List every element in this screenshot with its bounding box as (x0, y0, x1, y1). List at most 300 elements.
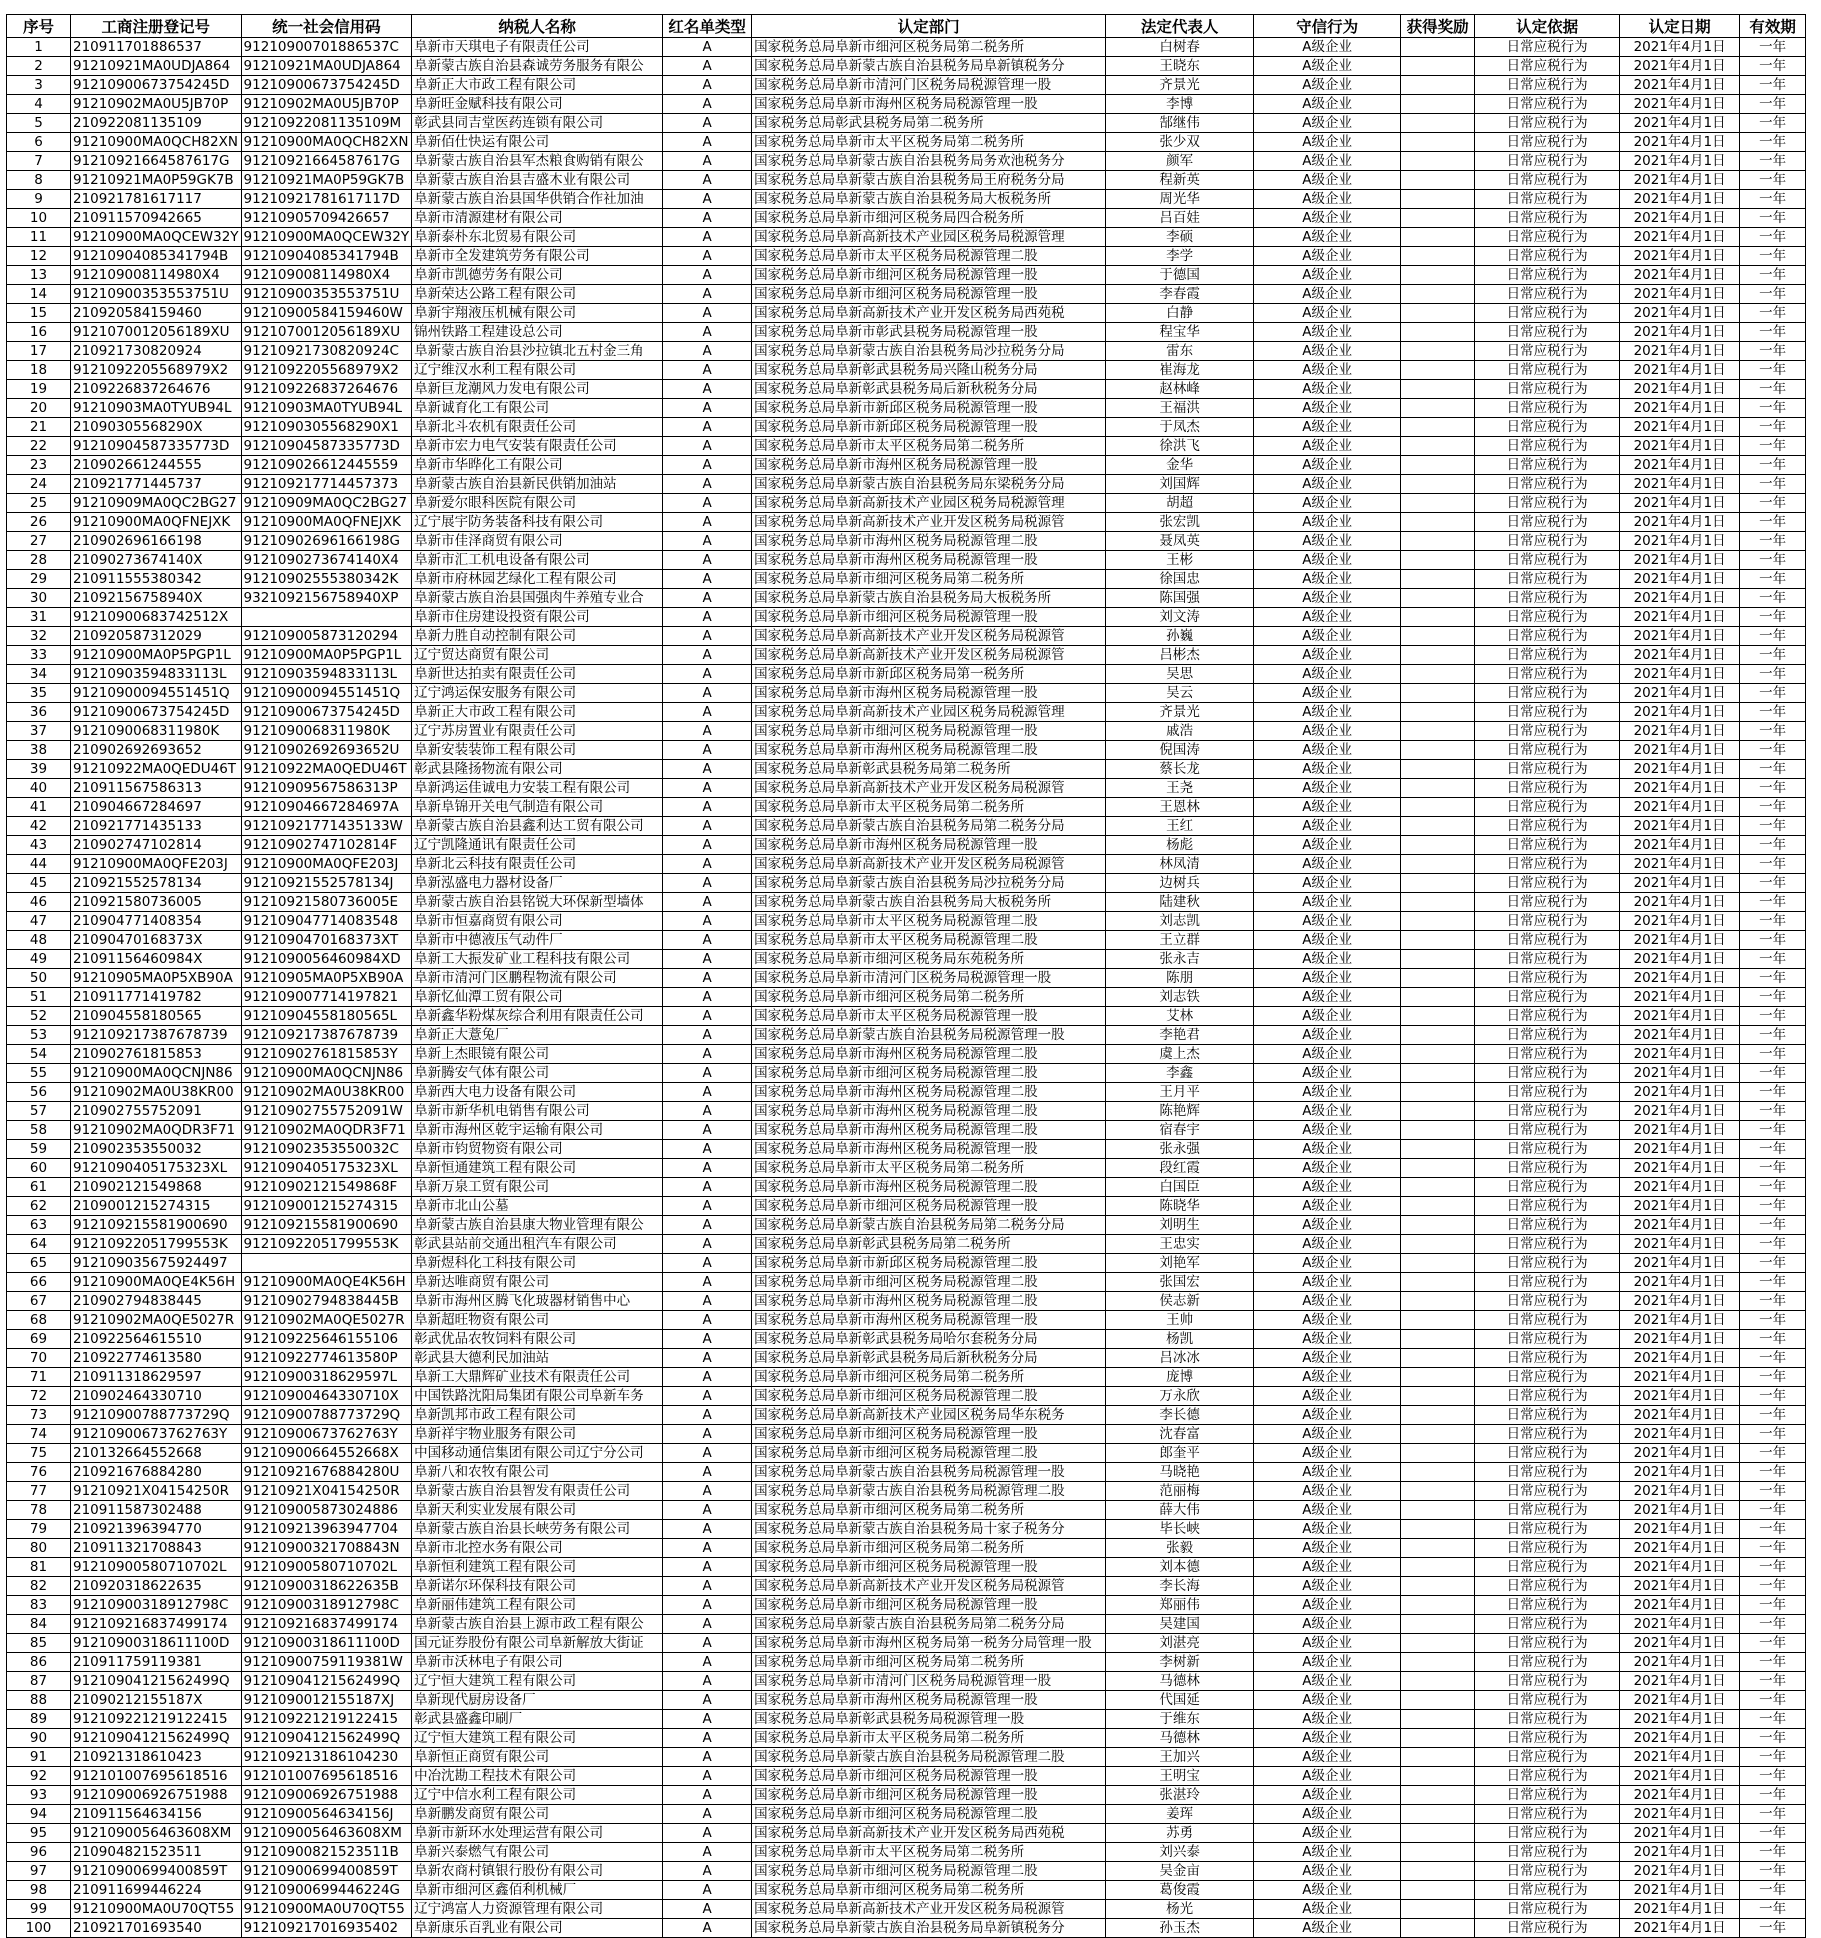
cell-credit-code[interactable]: 91210100769561851​6 (241, 1767, 412, 1786)
cell-seq[interactable]: 36 (7, 703, 71, 722)
cell-credit-code[interactable]: 91210904667284697A (241, 798, 412, 817)
cell-redlist-type[interactable]: A (663, 190, 752, 209)
cell-basis[interactable]: 日常应税行为 (1475, 266, 1620, 285)
cell-credit-behavior[interactable]: A级企业 (1254, 1178, 1401, 1197)
cell-credit-behavior[interactable]: A级企业 (1254, 342, 1401, 361)
cell-date[interactable]: 2021年4月1日 (1620, 1330, 1740, 1349)
cell-business-reg-no[interactable]: 210911564609​84X (71, 950, 242, 969)
cell-validity[interactable]: 一年 (1740, 1254, 1806, 1273)
cell-business-reg-no[interactable]: 91210921MA0UDJA864 (71, 57, 242, 76)
cell-redlist-type[interactable]: A (663, 570, 752, 589)
cell-awards[interactable] (1401, 1577, 1475, 1596)
cell-seq[interactable]: 39 (7, 760, 71, 779)
cell-business-reg-no[interactable]: 91210902MA0U38KR00 (71, 1083, 242, 1102)
cell-business-reg-no[interactable]: 91210903594833113L (71, 665, 242, 684)
header-credit-behavior[interactable]: 守信行为 (1254, 15, 1401, 38)
cell-basis[interactable]: 日常应税行为 (1475, 1900, 1620, 1919)
cell-basis[interactable]: 日常应税行为 (1475, 209, 1620, 228)
cell-basis[interactable]: 日常应税行为 (1475, 741, 1620, 760)
cell-basis[interactable]: 日常应税行为 (1475, 1311, 1620, 1330)
cell-business-reg-no[interactable]: 210902692693652 (71, 741, 242, 760)
cell-redlist-type[interactable]: A (663, 209, 752, 228)
cell-basis[interactable]: 日常应税行为 (1475, 1729, 1620, 1748)
cell-legal-rep[interactable]: 赵林峰 (1106, 380, 1254, 399)
cell-legal-rep[interactable]: 王彬 (1106, 551, 1254, 570)
cell-legal-rep[interactable]: 薛大伟 (1106, 1501, 1254, 1520)
cell-business-reg-no[interactable]: 91210100769561851​6 (71, 1767, 242, 1786)
cell-basis[interactable]: 日常应税行为 (1475, 1102, 1620, 1121)
cell-seq[interactable]: 15 (7, 304, 71, 323)
cell-legal-rep[interactable]: 于维东 (1106, 1710, 1254, 1729)
cell-basis[interactable]: 日常应税行为 (1475, 1292, 1620, 1311)
cell-date[interactable]: 2021年4月1日 (1620, 171, 1740, 190)
cell-business-reg-no[interactable]: 210132664552668 (71, 1444, 242, 1463)
cell-basis[interactable]: 日常应税行为 (1475, 1653, 1620, 1672)
cell-business-reg-no[interactable]: 210922774613580 (71, 1349, 242, 1368)
cell-business-reg-no[interactable]: 91210700120561​89XU (71, 323, 242, 342)
cell-department[interactable]: 国家税务总局阜新市细河区税务局税源管理一股 (752, 722, 1106, 741)
cell-taxpayer-name[interactable]: 阜新西大电力设备有限公司 (412, 1083, 663, 1102)
cell-credit-code[interactable]: 91210900318912798C (241, 1596, 412, 1615)
cell-basis[interactable]: 日常应税行为 (1475, 494, 1620, 513)
cell-basis[interactable]: 日常应税行为 (1475, 627, 1620, 646)
cell-taxpayer-name[interactable]: 阜新正大市政工程有限公司 (412, 703, 663, 722)
cell-redlist-type[interactable]: A (663, 418, 752, 437)
cell-legal-rep[interactable]: 王月平 (1106, 1083, 1254, 1102)
cell-legal-rep[interactable]: 白静 (1106, 304, 1254, 323)
cell-validity[interactable]: 一年 (1740, 1311, 1806, 1330)
cell-awards[interactable] (1401, 589, 1475, 608)
cell-seq[interactable]: 21 (7, 418, 71, 437)
cell-validity[interactable]: 一年 (1740, 874, 1806, 893)
cell-legal-rep[interactable]: 刘志铁 (1106, 988, 1254, 1007)
cell-awards[interactable] (1401, 1786, 1475, 1805)
cell-legal-rep[interactable]: 吴云 (1106, 684, 1254, 703)
cell-department[interactable]: 国家税务总局阜新高新技术产业开发区税务局税源管 (752, 646, 1106, 665)
cell-seq[interactable]: 62 (7, 1197, 71, 1216)
cell-basis[interactable]: 日常应税行为 (1475, 380, 1620, 399)
cell-business-reg-no[interactable]: 210921781617117 (71, 190, 242, 209)
cell-business-reg-no[interactable]: 91210900MA0P5PGP1L (71, 646, 242, 665)
cell-business-reg-no[interactable]: 210911567586313 (71, 779, 242, 798)
header-legal-rep[interactable]: 法定代表人 (1106, 15, 1254, 38)
cell-legal-rep[interactable]: 刘湛亮 (1106, 1634, 1254, 1653)
cell-credit-behavior[interactable]: A级企业 (1254, 1311, 1401, 1330)
cell-department[interactable]: 国家税务总局阜新市细河区税务局税源管理一股 (752, 1767, 1106, 1786)
cell-awards[interactable] (1401, 1558, 1475, 1577)
cell-seq[interactable]: 3 (7, 76, 71, 95)
cell-seq[interactable]: 27 (7, 532, 71, 551)
cell-awards[interactable] (1401, 361, 1475, 380)
cell-date[interactable]: 2021年4月1日 (1620, 76, 1740, 95)
cell-seq[interactable]: 25 (7, 494, 71, 513)
cell-date[interactable]: 2021年4月1日 (1620, 893, 1740, 912)
cell-awards[interactable] (1401, 1178, 1475, 1197)
cell-validity[interactable]: 一年 (1740, 1444, 1806, 1463)
cell-department[interactable]: 国家税务总局阜新市海州区税务局税源管理一股 (752, 456, 1106, 475)
cell-basis[interactable]: 日常应税行为 (1475, 1216, 1620, 1235)
cell-seq[interactable]: 48 (7, 931, 71, 950)
cell-date[interactable]: 2021年4月1日 (1620, 798, 1740, 817)
cell-awards[interactable] (1401, 1387, 1475, 1406)
cell-department[interactable]: 国家税务总局阜新蒙古族自治县税务局大板税务所 (752, 589, 1106, 608)
cell-credit-behavior[interactable]: A级企业 (1254, 57, 1401, 76)
cell-date[interactable]: 2021年4月1日 (1620, 627, 1740, 646)
cell-business-reg-no[interactable]: 210902121549868 (71, 1178, 242, 1197)
cell-business-reg-no[interactable]: 210921552578134 (71, 874, 242, 893)
cell-legal-rep[interactable]: 马德林 (1106, 1729, 1254, 1748)
cell-business-reg-no[interactable]: 210900121527431​5 (71, 1197, 242, 1216)
cell-seq[interactable]: 45 (7, 874, 71, 893)
cell-redlist-type[interactable]: A (663, 1178, 752, 1197)
cell-credit-code[interactable]: 91210900564634156J (241, 1805, 412, 1824)
cell-credit-code[interactable]: 91210900699446224G (241, 1881, 412, 1900)
cell-awards[interactable] (1401, 1064, 1475, 1083)
cell-credit-behavior[interactable]: A级企业 (1254, 494, 1401, 513)
cell-department[interactable]: 国家税务总局阜新市新邱区税务局税源管理二股 (752, 1254, 1106, 1273)
cell-credit-code[interactable]: 91210900564609​84XD (241, 950, 412, 969)
cell-credit-behavior[interactable]: A级企业 (1254, 1349, 1401, 1368)
cell-credit-code[interactable]: 91210902MA0U38KR00 (241, 1083, 412, 1102)
cell-legal-rep[interactable]: 李春霞 (1106, 285, 1254, 304)
cell-date[interactable]: 2021年4月1日 (1620, 209, 1740, 228)
cell-credit-behavior[interactable]: A级企业 (1254, 1064, 1401, 1083)
cell-redlist-type[interactable]: A (663, 1197, 752, 1216)
cell-redlist-type[interactable]: A (663, 1843, 752, 1862)
cell-department[interactable]: 国家税务总局阜新蒙古族自治县税务局第二税务分局 (752, 1216, 1106, 1235)
cell-date[interactable]: 2021年4月1日 (1620, 1045, 1740, 1064)
cell-legal-rep[interactable]: 毕长峡 (1106, 1520, 1254, 1539)
cell-legal-rep[interactable]: 孙玉杰 (1106, 1919, 1254, 1938)
cell-taxpayer-name[interactable]: 阜新鑫华粉煤灰综合利用有限责任公司 (412, 1007, 663, 1026)
cell-legal-rep[interactable]: 吴建国 (1106, 1615, 1254, 1634)
cell-awards[interactable] (1401, 1406, 1475, 1425)
cell-seq[interactable]: 81 (7, 1558, 71, 1577)
cell-department[interactable]: 国家税务总局阜新市海州区税务局税源管理二股 (752, 1102, 1106, 1121)
cell-validity[interactable]: 一年 (1740, 1577, 1806, 1596)
cell-validity[interactable]: 一年 (1740, 1824, 1806, 1843)
cell-validity[interactable]: 一年 (1740, 1520, 1806, 1539)
cell-basis[interactable]: 日常应税行为 (1475, 912, 1620, 931)
cell-validity[interactable]: 一年 (1740, 1900, 1806, 1919)
cell-credit-behavior[interactable]: A级企业 (1254, 1387, 1401, 1406)
cell-awards[interactable] (1401, 1653, 1475, 1672)
cell-credit-code[interactable]: 91210900318622635B (241, 1577, 412, 1596)
cell-basis[interactable]: 日常应税行为 (1475, 304, 1620, 323)
cell-credit-behavior[interactable]: A级企业 (1254, 1748, 1401, 1767)
cell-basis[interactable]: 日常应税行为 (1475, 190, 1620, 209)
cell-credit-behavior[interactable]: A级企业 (1254, 1330, 1401, 1349)
cell-validity[interactable]: 一年 (1740, 1026, 1806, 1045)
cell-business-reg-no[interactable]: 91210900673762763Y (71, 1425, 242, 1444)
cell-legal-rep[interactable]: 王帅 (1106, 1311, 1254, 1330)
cell-business-reg-no[interactable]: 91210904121562499Q (71, 1672, 242, 1691)
cell-credit-behavior[interactable]: A级企业 (1254, 1121, 1401, 1140)
cell-seq[interactable]: 98 (7, 1881, 71, 1900)
cell-credit-behavior[interactable]: A级企业 (1254, 627, 1401, 646)
cell-date[interactable]: 2021年4月1日 (1620, 1083, 1740, 1102)
cell-legal-rep[interactable]: 陈国强 (1106, 589, 1254, 608)
cell-taxpayer-name[interactable]: 阜新巨龙潮风力发电有限公司 (412, 380, 663, 399)
cell-basis[interactable]: 日常应税行为 (1475, 1862, 1620, 1881)
cell-credit-code[interactable]: 91210922121912241​5 (241, 1710, 412, 1729)
cell-credit-behavior[interactable]: A级企业 (1254, 1197, 1401, 1216)
cell-basis[interactable]: 日常应税行为 (1475, 1520, 1620, 1539)
cell-date[interactable]: 2021年4月1日 (1620, 1235, 1740, 1254)
cell-credit-code[interactable]: 91210921676884280U (241, 1463, 412, 1482)
cell-legal-rep[interactable]: 吴思 (1106, 665, 1254, 684)
cell-credit-code[interactable]: 91210902121549868F (241, 1178, 412, 1197)
cell-validity[interactable]: 一年 (1740, 95, 1806, 114)
cell-credit-behavior[interactable]: A级企业 (1254, 1102, 1401, 1121)
cell-legal-rep[interactable]: 王福洪 (1106, 399, 1254, 418)
cell-seq[interactable]: 26 (7, 513, 71, 532)
cell-awards[interactable] (1401, 798, 1475, 817)
cell-credit-code[interactable]: 91210922MA0QEDU46T (241, 760, 412, 779)
cell-department[interactable]: 国家税务总局阜新市细河区税务局税源管理二股 (752, 1387, 1106, 1406)
cell-date[interactable]: 2021年4月1日 (1620, 437, 1740, 456)
cell-validity[interactable]: 一年 (1740, 1330, 1806, 1349)
cell-seq[interactable]: 79 (7, 1520, 71, 1539)
cell-validity[interactable]: 一年 (1740, 418, 1806, 437)
cell-taxpayer-name[interactable]: 阜新正大薏兔厂 (412, 1026, 663, 1045)
cell-awards[interactable] (1401, 1862, 1475, 1881)
cell-taxpayer-name[interactable]: 辽宁恒大建筑工程有限公司 (412, 1729, 663, 1748)
cell-seq[interactable]: 93 (7, 1786, 71, 1805)
cell-business-reg-no[interactable]: 91210900692675198​8 (71, 1786, 242, 1805)
cell-taxpayer-name[interactable]: 阜新丽伟建筑工程有限公司 (412, 1596, 663, 1615)
cell-date[interactable]: 2021年4月1日 (1620, 817, 1740, 836)
cell-validity[interactable]: 一年 (1740, 133, 1806, 152)
cell-department[interactable]: 国家税务总局阜新市太平区税务局第二税务所 (752, 1729, 1106, 1748)
cell-department[interactable]: 国家税务总局阜新市新邱区税务局税源管理一股 (752, 399, 1106, 418)
cell-redlist-type[interactable]: A (663, 1615, 752, 1634)
cell-department[interactable]: 国家税务总局阜新彰武县税务局第二税务所 (752, 760, 1106, 779)
cell-department[interactable]: 国家税务总局阜新市海州区税务局税源管理一股 (752, 684, 1106, 703)
header-basis[interactable]: 认定依据 (1475, 15, 1620, 38)
cell-date[interactable]: 2021年4月1日 (1620, 988, 1740, 1007)
cell-awards[interactable] (1401, 1235, 1475, 1254)
cell-department[interactable]: 国家税务总局阜新市细河区税务局第二税务所 (752, 988, 1106, 1007)
cell-legal-rep[interactable]: 李学 (1106, 247, 1254, 266)
cell-basis[interactable]: 日常应税行为 (1475, 684, 1620, 703)
header-department[interactable]: 认定部门 (752, 15, 1106, 38)
cell-taxpayer-name[interactable]: 阜新恒正商贸有限公司 (412, 1748, 663, 1767)
cell-credit-code[interactable]: 91210900564636​08XM (241, 1824, 412, 1843)
cell-basis[interactable]: 日常应税行为 (1475, 1026, 1620, 1045)
cell-credit-behavior[interactable]: A级企业 (1254, 988, 1401, 1007)
cell-department[interactable]: 国家税务总局阜新市太平区税务局第二税务所 (752, 798, 1106, 817)
cell-date[interactable]: 2021年4月1日 (1620, 1558, 1740, 1577)
cell-seq[interactable]: 69 (7, 1330, 71, 1349)
cell-basis[interactable]: 日常应税行为 (1475, 988, 1620, 1007)
cell-awards[interactable] (1401, 1140, 1475, 1159)
cell-taxpayer-name[interactable]: 阜新市华晔化工有限公司 (412, 456, 663, 475)
cell-awards[interactable] (1401, 76, 1475, 95)
cell-validity[interactable]: 一年 (1740, 266, 1806, 285)
cell-credit-code[interactable]: 91210900121551​87XJ (241, 1691, 412, 1710)
cell-legal-rep[interactable]: 王立群 (1106, 931, 1254, 950)
cell-department[interactable]: 国家税务总局阜新市海州区税务局第一税务分局管理一股 (752, 1634, 1106, 1653)
cell-validity[interactable]: 一年 (1740, 608, 1806, 627)
cell-taxpayer-name[interactable]: 阜新腾安气体有限公司 (412, 1064, 663, 1083)
cell-awards[interactable] (1401, 1634, 1475, 1653)
cell-date[interactable]: 2021年4月1日 (1620, 1102, 1740, 1121)
cell-business-reg-no[interactable]: 210911699446224 (71, 1881, 242, 1900)
cell-seq[interactable]: 97 (7, 1862, 71, 1881)
cell-business-reg-no[interactable]: 210911555380342 (71, 570, 242, 589)
cell-credit-code[interactable]: 91210900318629597L (241, 1368, 412, 1387)
cell-credit-behavior[interactable]: A级企业 (1254, 133, 1401, 152)
cell-date[interactable]: 2021年4月1日 (1620, 475, 1740, 494)
cell-department[interactable]: 国家税务总局阜新市细河区税务局第二税务所 (752, 1539, 1106, 1558)
cell-credit-behavior[interactable]: A级企业 (1254, 1045, 1401, 1064)
cell-seq[interactable]: 37 (7, 722, 71, 741)
cell-awards[interactable] (1401, 1349, 1475, 1368)
cell-seq[interactable]: 29 (7, 570, 71, 589)
cell-seq[interactable]: 76 (7, 1463, 71, 1482)
cell-credit-code[interactable]: 91210921MA0P59GK7B (241, 171, 412, 190)
cell-basis[interactable]: 日常应税行为 (1475, 456, 1620, 475)
cell-legal-rep[interactable]: 胡超 (1106, 494, 1254, 513)
cell-credit-behavior[interactable]: A级企业 (1254, 1254, 1401, 1273)
cell-business-reg-no[interactable]: 91210903MA0TYUB94L (71, 399, 242, 418)
cell-validity[interactable]: 一年 (1740, 1159, 1806, 1178)
cell-redlist-type[interactable]: A (663, 874, 752, 893)
cell-awards[interactable] (1401, 570, 1475, 589)
cell-business-reg-no[interactable]: 91210900580710702L (71, 1558, 242, 1577)
cell-date[interactable]: 2021年4月1日 (1620, 1387, 1740, 1406)
cell-credit-behavior[interactable]: A级企业 (1254, 893, 1401, 912)
cell-taxpayer-name[interactable]: 阜新鸿运佳诚电力安装工程有限公司 (412, 779, 663, 798)
cell-department[interactable]: 国家税务总局阜新市海州区税务局税源管理一股 (752, 551, 1106, 570)
cell-validity[interactable]: 一年 (1740, 1292, 1806, 1311)
cell-redlist-type[interactable]: A (663, 1881, 752, 1900)
cell-date[interactable]: 2021年4月1日 (1620, 38, 1740, 57)
cell-validity[interactable]: 一年 (1740, 1615, 1806, 1634)
cell-business-reg-no[interactable]: 91210900MA0QCEW32Y (71, 228, 242, 247)
cell-department[interactable]: 国家税务总局阜新高新技术产业开发区税务局税源管 (752, 855, 1106, 874)
cell-credit-code[interactable]: 91210902MA0U5JB70P (241, 95, 412, 114)
cell-validity[interactable]: 一年 (1740, 1064, 1806, 1083)
cell-date[interactable]: 2021年4月1日 (1620, 532, 1740, 551)
cell-seq[interactable]: 31 (7, 608, 71, 627)
cell-basis[interactable]: 日常应税行为 (1475, 1824, 1620, 1843)
cell-awards[interactable] (1401, 1254, 1475, 1273)
cell-business-reg-no[interactable]: 210902353550032 (71, 1140, 242, 1159)
cell-credit-code[interactable]: 91210900811498​0X4 (241, 266, 412, 285)
cell-basis[interactable]: 日常应税行为 (1475, 437, 1620, 456)
cell-basis[interactable]: 日常应税行为 (1475, 798, 1620, 817)
cell-taxpayer-name[interactable]: 阜新市北控水务有限公司 (412, 1539, 663, 1558)
cell-credit-code[interactable]: 91210902555380342K (241, 570, 412, 589)
cell-legal-rep[interactable]: 李博 (1106, 95, 1254, 114)
cell-redlist-type[interactable]: A (663, 114, 752, 133)
cell-redlist-type[interactable]: A (663, 1254, 752, 1273)
cell-validity[interactable]: 一年 (1740, 399, 1806, 418)
cell-validity[interactable]: 一年 (1740, 589, 1806, 608)
cell-credit-code[interactable]: 91210900587302488​6 (241, 1501, 412, 1520)
cell-taxpayer-name[interactable]: 辽宁鸿运保安服务有限公司 (412, 684, 663, 703)
cell-date[interactable]: 2021年4月1日 (1620, 1634, 1740, 1653)
cell-seq[interactable]: 18 (7, 361, 71, 380)
cell-date[interactable]: 2021年4月1日 (1620, 1501, 1740, 1520)
cell-awards[interactable] (1401, 380, 1475, 399)
cell-basis[interactable]: 日常应税行为 (1475, 95, 1620, 114)
cell-department[interactable]: 国家税务总局阜新市细河区税务局税源管理一股 (752, 266, 1106, 285)
cell-department[interactable]: 国家税务总局阜新高新技术产业开发区税务局西苑税 (752, 304, 1106, 323)
cell-department[interactable]: 国家税务总局阜新蒙古族自治县税务局第二税务分局 (752, 1615, 1106, 1634)
cell-credit-behavior[interactable]: A级企业 (1254, 874, 1401, 893)
cell-business-reg-no[interactable]: 91210904085341794B (71, 247, 242, 266)
cell-basis[interactable]: 日常应税行为 (1475, 1064, 1620, 1083)
cell-basis[interactable]: 日常应税行为 (1475, 1596, 1620, 1615)
cell-basis[interactable]: 日常应税行为 (1475, 1159, 1620, 1178)
cell-credit-code[interactable]: 91210900692675198​8 (241, 1786, 412, 1805)
cell-legal-rep[interactable]: 倪国涛 (1106, 741, 1254, 760)
cell-taxpayer-name[interactable]: 阜新恒通建筑工程有限公司 (412, 1159, 663, 1178)
cell-awards[interactable] (1401, 1463, 1475, 1482)
cell-date[interactable]: 2021年4月1日 (1620, 513, 1740, 532)
cell-basis[interactable]: 日常应税行为 (1475, 779, 1620, 798)
cell-department[interactable]: 国家税务总局阜新市细河区税务局税源管理二股 (752, 1273, 1106, 1292)
cell-department[interactable]: 国家税务总局阜新市清河门区税务局税源管理一股 (752, 969, 1106, 988)
cell-redlist-type[interactable]: A (663, 1387, 752, 1406)
cell-credit-behavior[interactable]: A级企业 (1254, 760, 1401, 779)
cell-credit-behavior[interactable]: A级企业 (1254, 304, 1401, 323)
cell-credit-code[interactable]: 91210900584159460W (241, 304, 412, 323)
cell-redlist-type[interactable]: A (663, 532, 752, 551)
cell-credit-behavior[interactable]: A级企业 (1254, 380, 1401, 399)
cell-taxpayer-name[interactable]: 阜新佰仕快运有限公司 (412, 133, 663, 152)
cell-awards[interactable] (1401, 665, 1475, 684)
cell-legal-rep[interactable]: 万永欣 (1106, 1387, 1254, 1406)
cell-department[interactable]: 国家税务总局阜新市细河区税务局税源管理二股 (752, 1064, 1106, 1083)
header-credit-code[interactable]: 统一社会信用码 (241, 15, 412, 38)
cell-taxpayer-name[interactable]: 阜新蒙古族自治县长峡劳务有限公司 (412, 1520, 663, 1539)
cell-taxpayer-name[interactable]: 阜新恒利建筑工程有限公司 (412, 1558, 663, 1577)
cell-date[interactable]: 2021年4月1日 (1620, 1444, 1740, 1463)
cell-validity[interactable]: 一年 (1740, 380, 1806, 399)
cell-date[interactable]: 2021年4月1日 (1620, 285, 1740, 304)
cell-taxpayer-name[interactable]: 阜新忆仙潭工贸有限公司 (412, 988, 663, 1007)
cell-legal-rep[interactable]: 刘艳军 (1106, 1254, 1254, 1273)
cell-taxpayer-name[interactable]: 阜新蒙古族自治县新民供销加油站 (412, 475, 663, 494)
cell-date[interactable]: 2021年4月1日 (1620, 931, 1740, 950)
cell-redlist-type[interactable]: A (663, 76, 752, 95)
cell-legal-rep[interactable]: 李长德 (1106, 1406, 1254, 1425)
cell-credit-behavior[interactable]: A级企业 (1254, 950, 1401, 969)
cell-redlist-type[interactable]: A (663, 779, 752, 798)
cell-validity[interactable]: 一年 (1740, 285, 1806, 304)
cell-business-reg-no[interactable]: 91210900MA0QCH82XN (71, 133, 242, 152)
cell-validity[interactable]: 一年 (1740, 1273, 1806, 1292)
cell-redlist-type[interactable]: A (663, 266, 752, 285)
cell-taxpayer-name[interactable]: 阜新市钧贸物资有限公司 (412, 1140, 663, 1159)
cell-seq[interactable]: 7 (7, 152, 71, 171)
cell-redlist-type[interactable]: A (663, 1748, 752, 1767)
cell-validity[interactable]: 一年 (1740, 171, 1806, 190)
cell-basis[interactable]: 日常应税行为 (1475, 1425, 1620, 1444)
cell-awards[interactable] (1401, 456, 1475, 475)
cell-validity[interactable]: 一年 (1740, 969, 1806, 988)
cell-business-reg-no[interactable]: 91210909MA0QC2BG27 (71, 494, 242, 513)
cell-seq[interactable]: 32 (7, 627, 71, 646)
cell-business-reg-no[interactable]: 21090273674140X (71, 551, 242, 570)
cell-validity[interactable]: 一年 (1740, 1805, 1806, 1824)
cell-validity[interactable]: 一年 (1740, 1349, 1806, 1368)
cell-awards[interactable] (1401, 703, 1475, 722)
